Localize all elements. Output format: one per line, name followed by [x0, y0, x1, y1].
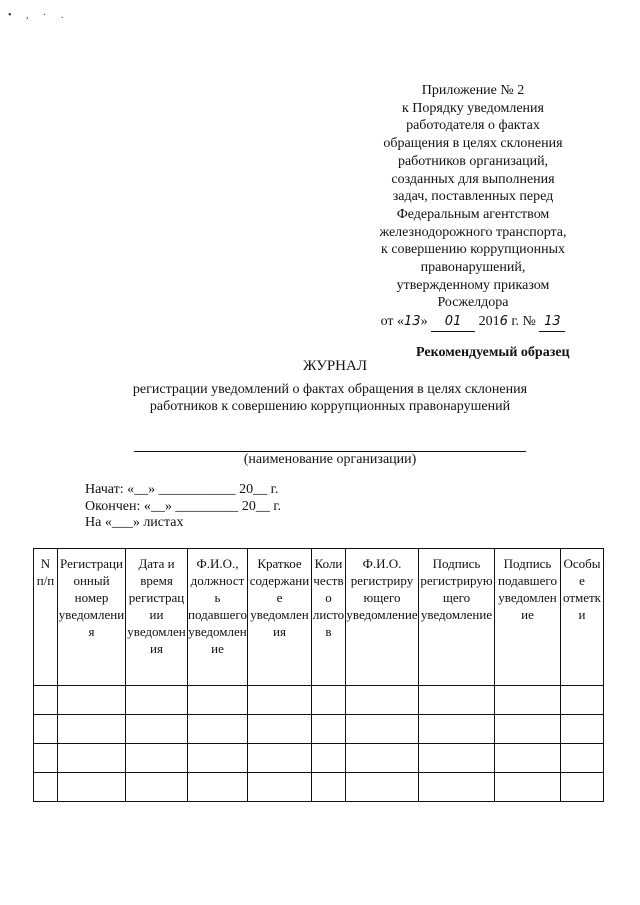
table-cell — [346, 773, 419, 802]
table-cell — [495, 686, 561, 715]
table-cell — [419, 773, 495, 802]
table-cell — [561, 715, 604, 744]
journal-subtitle-line: работников к совершению коррупционных правонарушений — [149, 399, 511, 414]
table-cell — [419, 715, 495, 744]
table-cell — [495, 744, 561, 773]
table-cell — [346, 744, 419, 773]
table-cell — [346, 686, 419, 715]
appendix-line: правонарушений, — [420, 260, 526, 276]
table-cell — [34, 744, 58, 773]
table-cell — [126, 773, 188, 802]
journal-title: ЖУРНАЛ — [302, 358, 368, 374]
table-cell — [248, 773, 312, 802]
table-cell — [126, 744, 188, 773]
column-header: Ф.И.О., должность подавшего уведомление — [188, 549, 248, 686]
table-cell — [58, 773, 126, 802]
appendix-header — [368, 82, 578, 332]
appendix-line: работников организаций, — [397, 153, 549, 169]
table-row — [34, 773, 604, 802]
column-header: Регистрационный номер уведомления — [58, 549, 126, 686]
date-year-suffix: г. № — [507, 314, 536, 330]
recommended-sample-label: Рекомендуемый образец — [416, 345, 570, 360]
appendix-line: железнодорожного транспорта, — [379, 224, 567, 240]
column-header: Количество листов — [312, 549, 346, 686]
appendix-line: Федеральным агентством — [396, 206, 550, 222]
table-header-row — [34, 549, 604, 686]
column-header: Ф.И.О. регистрирующего уведомление — [346, 549, 419, 686]
table-cell — [346, 715, 419, 744]
table-cell — [58, 715, 126, 744]
handwritten-order-number: 13 — [539, 313, 565, 332]
table-cell — [561, 773, 604, 802]
column-header: Особые отметки — [561, 549, 604, 686]
table-cell — [312, 715, 346, 744]
appendix-line: задач, поставленных перед — [392, 189, 554, 205]
table-cell — [312, 773, 346, 802]
handwritten-year-digit: 6 — [499, 314, 508, 330]
table-cell — [188, 715, 248, 744]
table-cell — [561, 686, 604, 715]
table-cell — [248, 686, 312, 715]
table-cell — [561, 744, 604, 773]
appendix-line: к Порядку уведомления — [402, 100, 544, 116]
column-header: Подпись подавшего уведомление — [495, 549, 561, 686]
journal-table — [33, 548, 604, 802]
table-cell — [58, 744, 126, 773]
table-cell — [34, 773, 58, 802]
date-mid: » — [420, 314, 428, 330]
journal-subtitle — [100, 381, 560, 415]
table-cell — [419, 686, 495, 715]
table-cell — [188, 744, 248, 773]
table-cell — [312, 686, 346, 715]
table-cell — [126, 686, 188, 715]
date-year: 201 — [478, 314, 500, 330]
finished-line: Окончен: «__» _________ 20__ г. — [85, 498, 281, 514]
order-date-line — [368, 313, 578, 332]
journal-meta — [85, 482, 281, 532]
appendix-line: работодателя о фактах — [406, 118, 540, 134]
appendix-line: созданных для выполнения — [391, 171, 555, 187]
journal-subtitle-line: регистрации уведомлений о фактах обращения в целях склонения — [132, 382, 528, 397]
table-cell — [58, 686, 126, 715]
table-cell — [312, 744, 346, 773]
sheets-line: На «___» листах — [85, 515, 184, 530]
appendix-line: к совершению коррупционных — [381, 242, 565, 258]
column-header: Подпись регистрирующего уведомление — [419, 549, 495, 686]
table-cell — [495, 773, 561, 802]
table-row — [34, 686, 604, 715]
column-header: Дата и время регистрации уведомления — [126, 549, 188, 686]
table-cell — [419, 744, 495, 773]
table-row — [34, 744, 604, 773]
appendix-line: утвержденному приказом — [396, 277, 550, 293]
column-header: N п/п — [34, 549, 58, 686]
table-cell — [248, 715, 312, 744]
handwritten-day: 13 — [404, 314, 421, 330]
column-header: Краткое содержание уведомления — [248, 549, 312, 686]
scan-corner-mark: • , · . — [8, 10, 70, 21]
date-prefix: от « — [380, 314, 405, 330]
table-row — [34, 715, 604, 744]
appendix-line: обращения в целях склонения — [383, 136, 563, 152]
table-cell — [188, 773, 248, 802]
table-body — [34, 686, 604, 802]
appendix-line: Приложение № 2 — [421, 83, 525, 98]
appendix-line: Росжелдора — [437, 295, 509, 311]
table-cell — [248, 744, 312, 773]
started-line: Начат: «__» ___________ 20__ г. — [85, 482, 279, 497]
handwritten-month: 01 — [431, 313, 475, 332]
table-cell — [34, 715, 58, 744]
organization-name-caption: (наименование организации) — [243, 452, 417, 467]
table-cell — [495, 715, 561, 744]
table-cell — [126, 715, 188, 744]
table-cell — [34, 686, 58, 715]
table-cell — [188, 686, 248, 715]
